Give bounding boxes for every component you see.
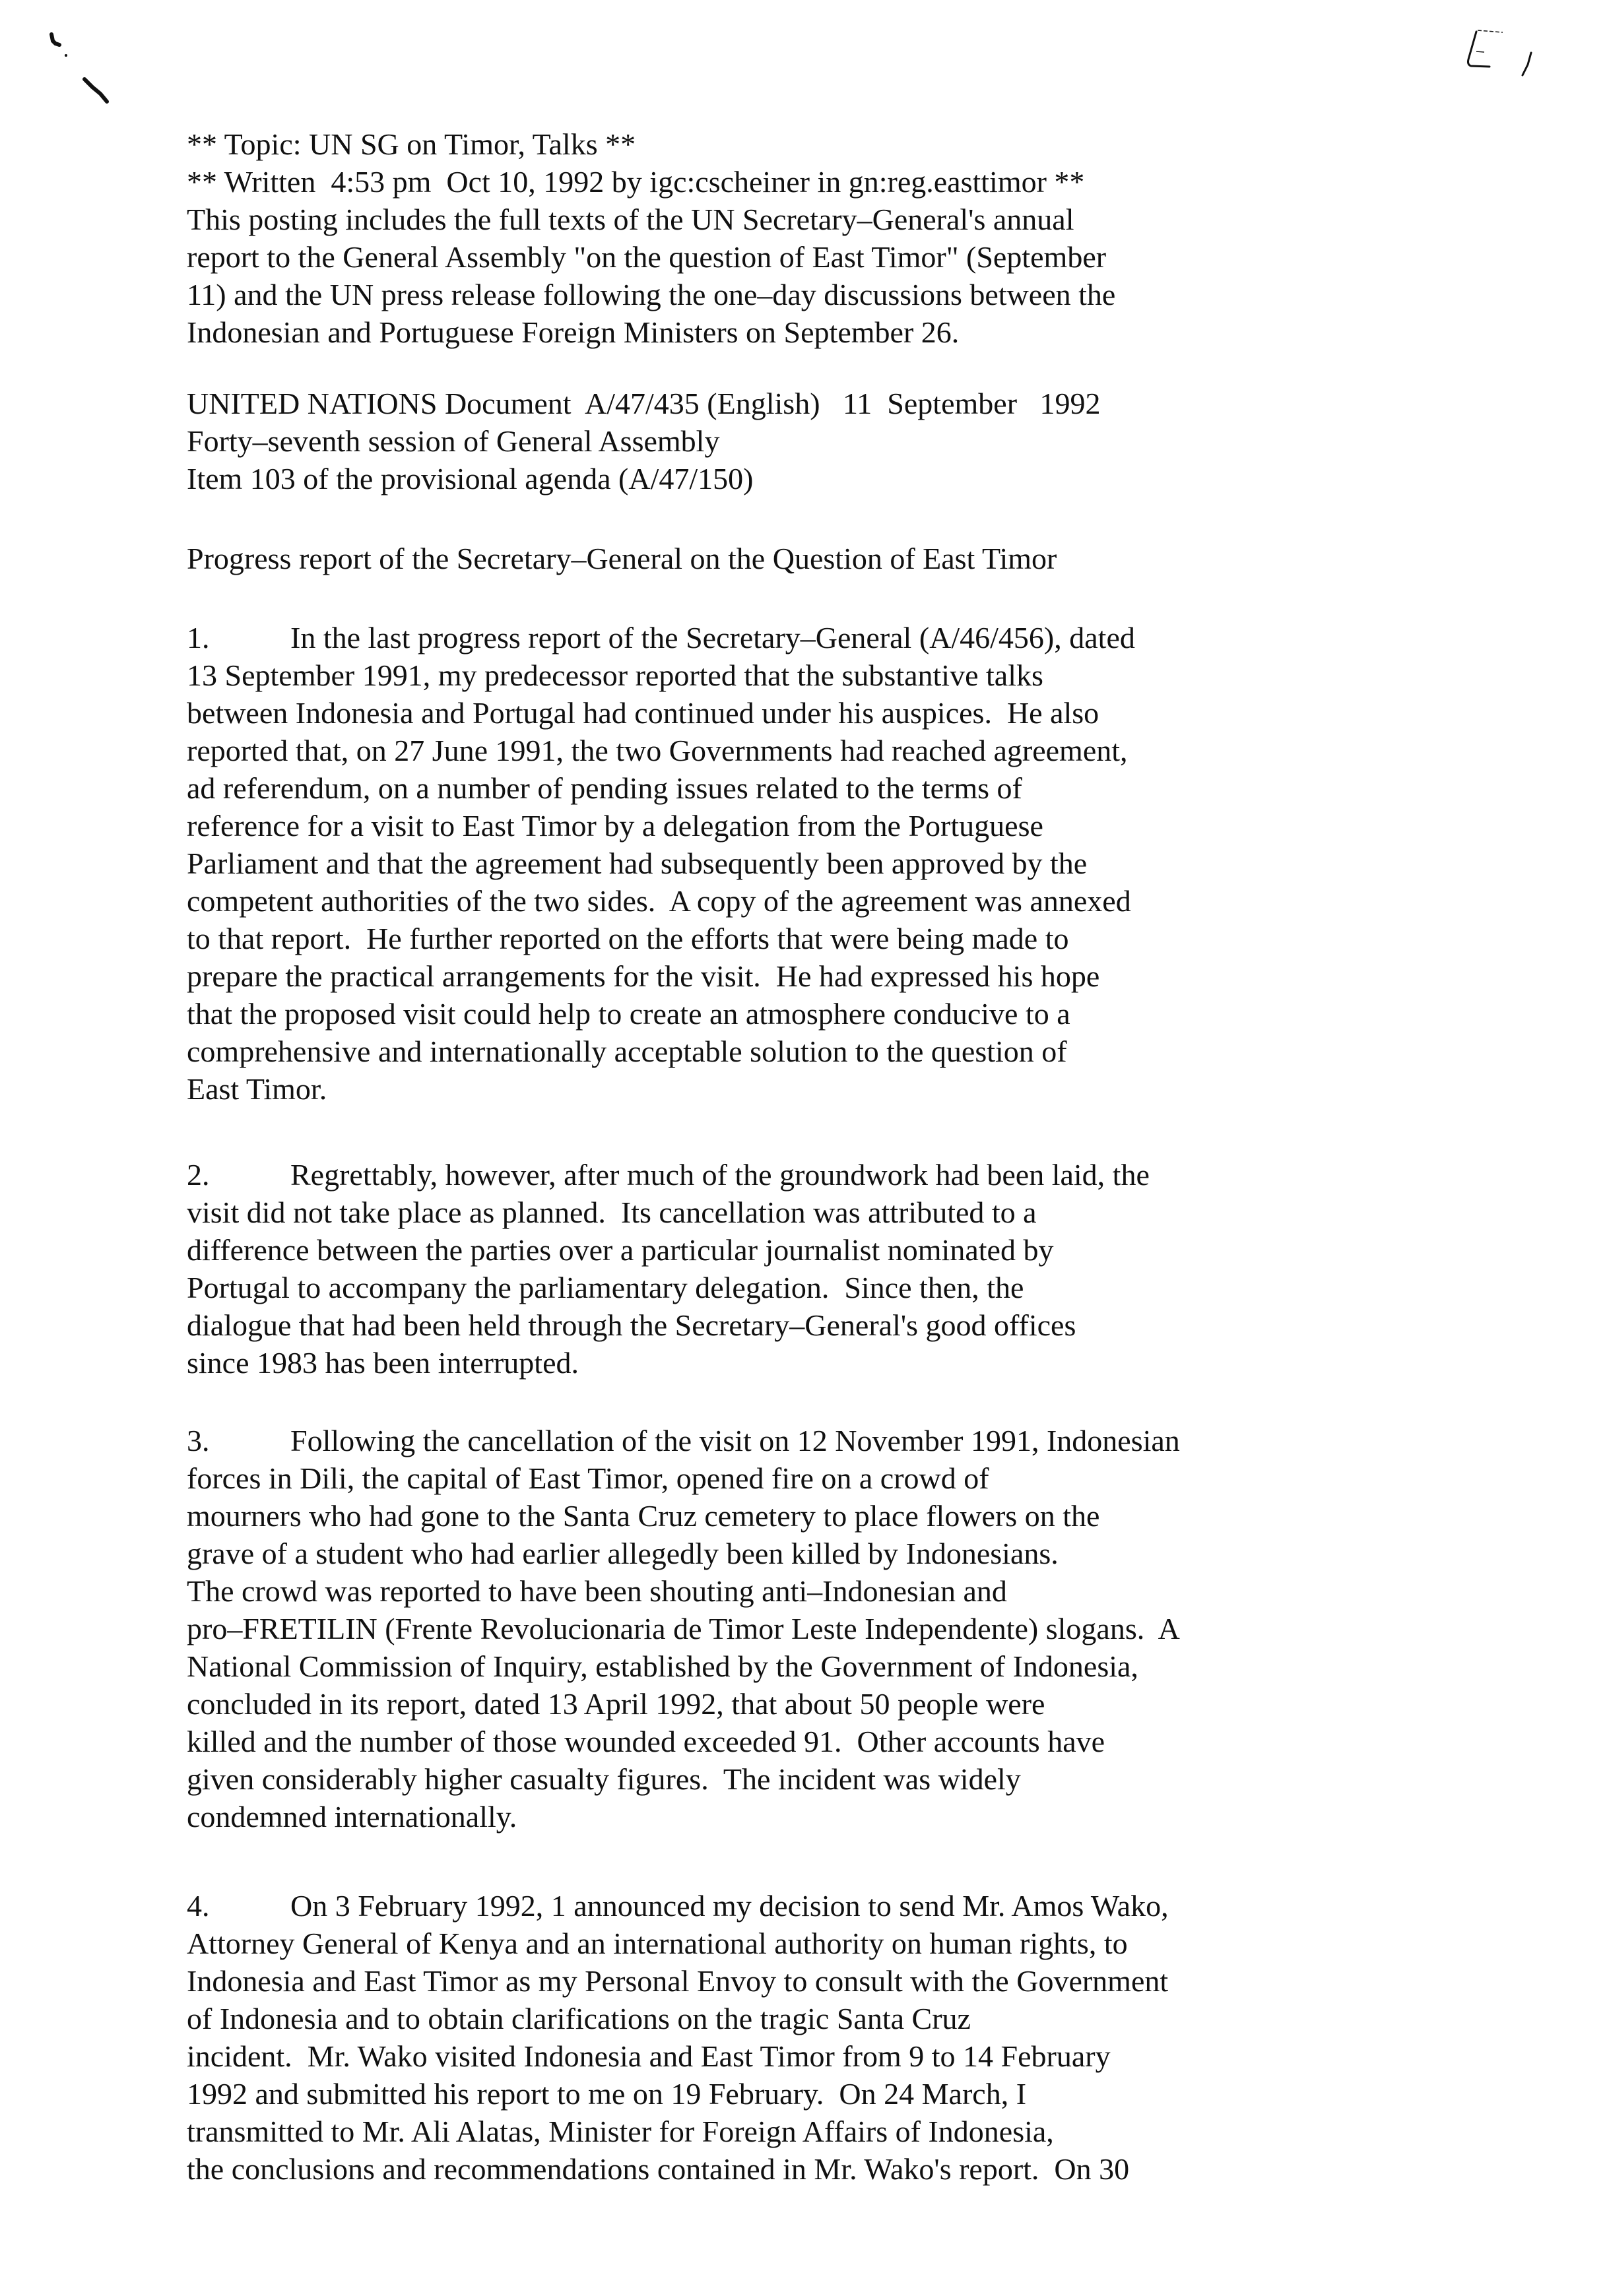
paragraph-4	[187, 1887, 1507, 2188]
document-id-line: UNITED NATIONS Document A/47/435 (English) 11 September 1992	[187, 387, 1101, 420]
paragraph-1	[187, 619, 1507, 1108]
written-line: ** Written 4:53 pm Oct 10, 1992 by igc:cscheiner in gn:reg.easttimor **	[187, 165, 1085, 199]
paragraph-2	[187, 1156, 1507, 1382]
paragraph-line: that the proposed visit could help to create an atmosphere conducive to a	[187, 997, 1070, 1031]
paragraph-line: On 3 February 1992, 1 announced my decision to send Mr. Amos Wako,	[290, 1889, 1169, 1923]
posting-intro-line: 11) and the UN press release following the one–day discussions between the	[187, 278, 1116, 311]
paragraph-line: since 1983 has been interrupted.	[187, 1346, 579, 1380]
paragraph-line: pro–FRETILIN (Frente Revolucionaria de Timor Leste Independente) slogans. A	[187, 1612, 1180, 1645]
posting-intro-line: Indonesian and Portuguese Foreign Ministers on September 26.	[187, 315, 960, 349]
paragraph-line: Parliament and that the agreement had subsequently been approved by the	[187, 846, 1088, 880]
paragraph-number: 3.	[187, 1424, 210, 1457]
paragraph-line: 13 September 1991, my predecessor reported that the substantive talks	[187, 658, 1043, 692]
paragraph-line: forces in Dili, the capital of East Timor, opened fire on a crowd of	[187, 1461, 989, 1495]
paragraph-line: mourners who had gone to the Santa Cruz cemetery to place flowers on the	[187, 1499, 1100, 1533]
paragraph-line: reported that, on 27 June 1991, the two Governments had reached agreement,	[187, 734, 1128, 767]
handwritten-e-mark	[1462, 26, 1541, 86]
paragraph-line: killed and the number of those wounded exceeded 91. Other accounts have	[187, 1725, 1105, 1758]
paragraph-line: visit did not take place as planned. Its cancellation was attributed to a	[187, 1196, 1037, 1229]
posting-header	[187, 125, 1507, 351]
paragraph-line: Following the cancellation of the visit on 12 November 1991, Indonesian	[290, 1424, 1180, 1457]
paragraph-line: transmitted to Mr. Ali Alatas, Minister for Foreign Affairs of Indonesia,	[187, 2115, 1054, 2148]
paragraph-line: grave of a student who had earlier allegedly been killed by Indonesians.	[187, 1537, 1059, 1570]
agenda-item-line: Item 103 of the provisional agenda (A/47/150)	[187, 462, 754, 495]
paragraph-line: given considerably higher casualty figures. The incident was widely	[187, 1762, 1021, 1796]
paragraph-line: difference between the parties over a particular journalist nominated by	[187, 1233, 1054, 1267]
paragraph-line: incident. Mr. Wako visited Indonesia and East Timor from 9 to 14 February	[187, 2039, 1111, 2073]
paragraph-3	[187, 1422, 1507, 1835]
session-line: Forty–seventh session of General Assembly	[187, 424, 720, 458]
paragraph-line: reference for a visit to East Timor by a delegation from the Portuguese	[187, 809, 1043, 843]
paragraph-number: 1.	[187, 621, 210, 654]
posting-intro-line: report to the General Assembly "on the question of East Timor" (September	[187, 240, 1107, 274]
paragraph-line: In the last progress report of the Secretary–General (A/46/456), dated	[290, 621, 1135, 654]
paragraph-number: 4.	[187, 1889, 210, 1923]
scan-stroke-mark	[46, 26, 125, 112]
paragraph-line: to that report. He further reported on the efforts that were being made to	[187, 922, 1069, 955]
paragraph-line: East Timor.	[187, 1072, 327, 1106]
paragraph-line: Indonesia and East Timor as my Personal Envoy to consult with the Government	[187, 1964, 1169, 1998]
paragraph-number: 2.	[187, 1158, 210, 1192]
paragraph-line: 1992 and submitted his report to me on 19 February. On 24 March, I	[187, 2077, 1027, 2111]
paragraph-line: competent authorities of the two sides. A copy of the agreement was annexed	[187, 884, 1131, 918]
paragraph-line: concluded in its report, dated 13 April 1992, that about 50 people were	[187, 1687, 1045, 1721]
paragraph-line: between Indonesia and Portugal had continued under his auspices. He also	[187, 696, 1099, 730]
paragraph-line: the conclusions and recommendations contained in Mr. Wako's report. On 30	[187, 2152, 1130, 2186]
paragraph-line: dialogue that had been held through the Secretary–General's good offices	[187, 1308, 1076, 1342]
paragraph-line: prepare the practical arrangements for the visit. He had expressed his hope	[187, 959, 1100, 993]
paragraph-line: The crowd was reported to have been shouting anti–Indonesian and	[187, 1574, 1007, 1608]
paragraph-line: of Indonesia and to obtain clarifications on the tragic Santa Cruz	[187, 2002, 971, 2035]
paragraph-line: ad referendum, on a number of pending issues related to the terms of	[187, 771, 1022, 805]
document-info	[187, 385, 1507, 497]
paragraph-line: Regrettably, however, after much of the groundwork had been laid, the	[290, 1158, 1150, 1192]
posting-intro-line: This posting includes the full texts of the UN Secretary–General's annual	[187, 203, 1074, 236]
topic-line: ** Topic: UN SG on Timor, Talks **	[187, 127, 636, 161]
paragraph-line: condemned internationally.	[187, 1800, 517, 1834]
report-title	[187, 540, 1507, 577]
paragraph-line: comprehensive and internationally acceptable solution to the question of	[187, 1035, 1067, 1068]
paragraph-line: Attorney General of Kenya and an international authority on human rights, to	[187, 1927, 1128, 1960]
paragraph-line: National Commission of Inquiry, established by the Government of Indonesia,	[187, 1649, 1138, 1683]
report-title-text: Progress report of the Secretary–General on the Question of East Timor	[187, 542, 1057, 575]
paragraph-line: Portugal to accompany the parliamentary delegation. Since then, the	[187, 1271, 1024, 1304]
